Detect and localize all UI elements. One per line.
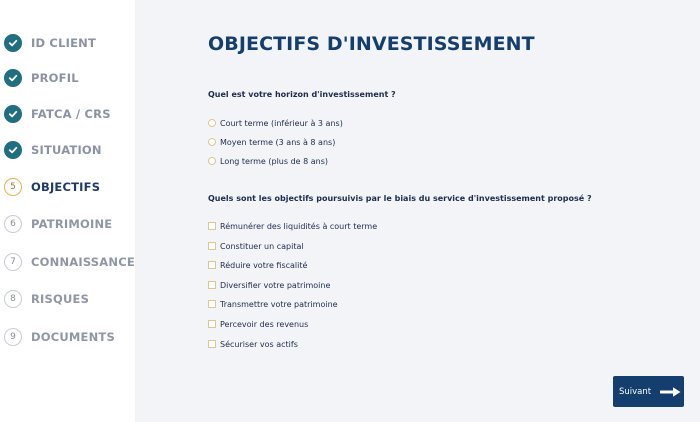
step-number-badge <box>4 178 22 196</box>
step-label: DOCUMENTS <box>31 330 115 344</box>
objective-option-capital[interactable] <box>208 240 304 252</box>
next-button[interactable] <box>613 376 684 407</box>
horizon-question: Quel est votre horizon d'investissement ? <box>208 90 396 99</box>
objective-option-fiscalite[interactable] <box>208 259 307 271</box>
option-label: Court terme (inférieur à 3 ans) <box>220 118 343 128</box>
step-id-client[interactable] <box>4 32 96 54</box>
horizon-option-medium[interactable] <box>208 136 335 148</box>
step-situation[interactable] <box>4 139 102 161</box>
option-label: Réduire votre fiscalité <box>220 260 308 270</box>
step-label: SITUATION <box>31 143 102 157</box>
check-icon <box>4 141 22 159</box>
step-number-badge <box>4 290 22 308</box>
step-number-badge <box>4 328 22 346</box>
objective-option-liquidites[interactable] <box>208 220 377 232</box>
radio-button[interactable] <box>208 157 216 165</box>
step-label: PATRIMOINE <box>31 217 113 231</box>
radio-button[interactable] <box>208 119 216 127</box>
check-icon <box>4 34 22 52</box>
radio-button[interactable] <box>208 138 216 146</box>
step-risques[interactable] <box>4 288 89 310</box>
page-title: OBJECTIFS D'INVESTISSEMENT <box>208 33 535 55</box>
checkbox[interactable] <box>208 222 216 230</box>
option-label: Sécuriser vos actifs <box>220 339 298 349</box>
checkbox[interactable] <box>208 320 216 328</box>
option-label: Rémunérer des liquidités à court terme <box>220 221 378 231</box>
option-label: Constituer un capital <box>220 241 304 251</box>
step-number-badge <box>4 215 22 233</box>
step-number: 5 <box>10 181 16 192</box>
step-patrimoine[interactable] <box>4 213 112 235</box>
step-number: 8 <box>10 293 16 304</box>
step-number-badge <box>4 253 22 271</box>
step-profil[interactable] <box>4 67 79 89</box>
step-connaissance[interactable] <box>4 251 135 273</box>
check-icon <box>4 105 22 123</box>
arrow-right-icon <box>660 386 682 398</box>
horizon-option-short[interactable] <box>208 117 343 129</box>
objective-option-revenus[interactable] <box>208 318 308 330</box>
objectives-question: Quels sont les objectifs poursuivis par le biais du service d'investissement proposé ? <box>208 194 592 203</box>
step-fatca-crs[interactable] <box>4 103 111 125</box>
step-label: FATCA / CRS <box>31 107 111 121</box>
checkbox[interactable] <box>208 300 216 308</box>
step-documents[interactable] <box>4 326 115 348</box>
step-number: 9 <box>10 331 16 342</box>
objective-option-diversifier[interactable] <box>208 279 330 291</box>
objective-option-transmettre[interactable] <box>208 298 338 310</box>
checkbox[interactable] <box>208 281 216 289</box>
option-label: Transmettre votre patrimoine <box>220 299 338 309</box>
checkbox[interactable] <box>208 242 216 250</box>
check-icon <box>4 69 22 87</box>
step-label: RISQUES <box>31 292 90 306</box>
objective-option-securiser[interactable] <box>208 338 298 350</box>
checkbox[interactable] <box>208 340 216 348</box>
horizon-option-long[interactable] <box>208 155 328 167</box>
step-label: OBJECTIFS <box>31 180 101 194</box>
checkbox[interactable] <box>208 261 216 269</box>
option-label: Long terme (plus de 8 ans) <box>220 156 329 166</box>
step-number: 6 <box>10 218 16 229</box>
option-label: Diversifier votre patrimoine <box>220 280 331 290</box>
step-label: CONNAISSANCE <box>31 255 135 269</box>
option-label: Percevoir des revenus <box>220 319 309 329</box>
step-label: ID CLIENT <box>31 36 96 50</box>
next-button-label: Suivant <box>619 386 652 397</box>
step-number: 7 <box>10 256 16 267</box>
step-objectifs[interactable] <box>4 176 100 198</box>
option-label: Moyen terme (3 ans à 8 ans) <box>220 137 336 147</box>
steps-sidebar <box>0 0 135 422</box>
step-label: PROFIL <box>31 71 79 85</box>
